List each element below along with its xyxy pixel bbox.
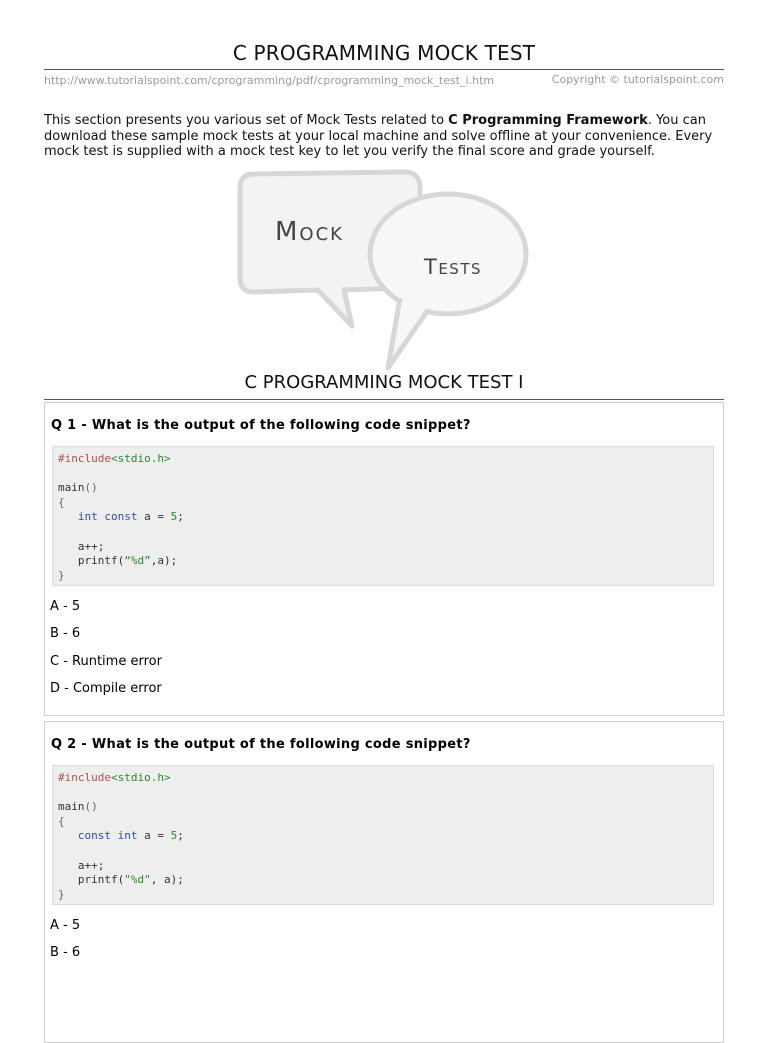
- question-card: [44, 721, 724, 1043]
- code-snippet: #include<stdio.h> main() { const int a = 5; a++; printf("%d", a); }: [52, 765, 714, 905]
- speech-bubble-small-tail: [388, 298, 428, 368]
- answer-option: D - Compile error: [50, 681, 162, 697]
- question-title: Q 2 - What is the output of the following code snippet?: [51, 737, 471, 752]
- mock-tests-logo: [232, 168, 536, 376]
- answer-option: B - 6: [50, 945, 81, 961]
- answer-option: C - Runtime error: [50, 653, 162, 669]
- logo-word-mock: Mock: [275, 217, 344, 247]
- intro-bold-framework: C Programming Framework: [448, 113, 648, 128]
- answer-option: A - 5: [50, 599, 81, 614]
- answer-options: [50, 918, 80, 973]
- copyright-notice: Copyright © tutorialspoint.com: [551, 73, 724, 86]
- question-card: [44, 402, 724, 716]
- answer-option: A - 5: [50, 918, 81, 933]
- header-divider: [44, 69, 724, 70]
- source-url: http://www.tutorialspoint.com/cprogramming/pdf/cprogramming_mock_test_i.htm: [44, 74, 495, 87]
- code-snippet: #include<stdio.h> main() { int const a = 5; a++; printf(“%d”,a); }: [52, 446, 714, 586]
- answer-option: B - 6: [50, 626, 81, 642]
- page-title: C PROGRAMMING MOCK TEST: [232, 41, 536, 65]
- speech-bubble-small: [370, 194, 526, 314]
- question-title: Q 1 - What is the output of the following code snippet?: [51, 418, 471, 433]
- section-title: C PROGRAMMING MOCK TEST I: [244, 372, 524, 393]
- answer-options: [50, 599, 162, 709]
- intro-paragraph: This section presents you various set of Mock Tests related to C Programming Framework. You can download these sample mock tests at your local machine and solve offline at your convenience. Every mock test is supplied with a mock test key to let you verify the final score and grade yourself.: [44, 113, 713, 159]
- section-divider: [44, 399, 724, 400]
- logo-word-tests: Tests: [424, 255, 483, 279]
